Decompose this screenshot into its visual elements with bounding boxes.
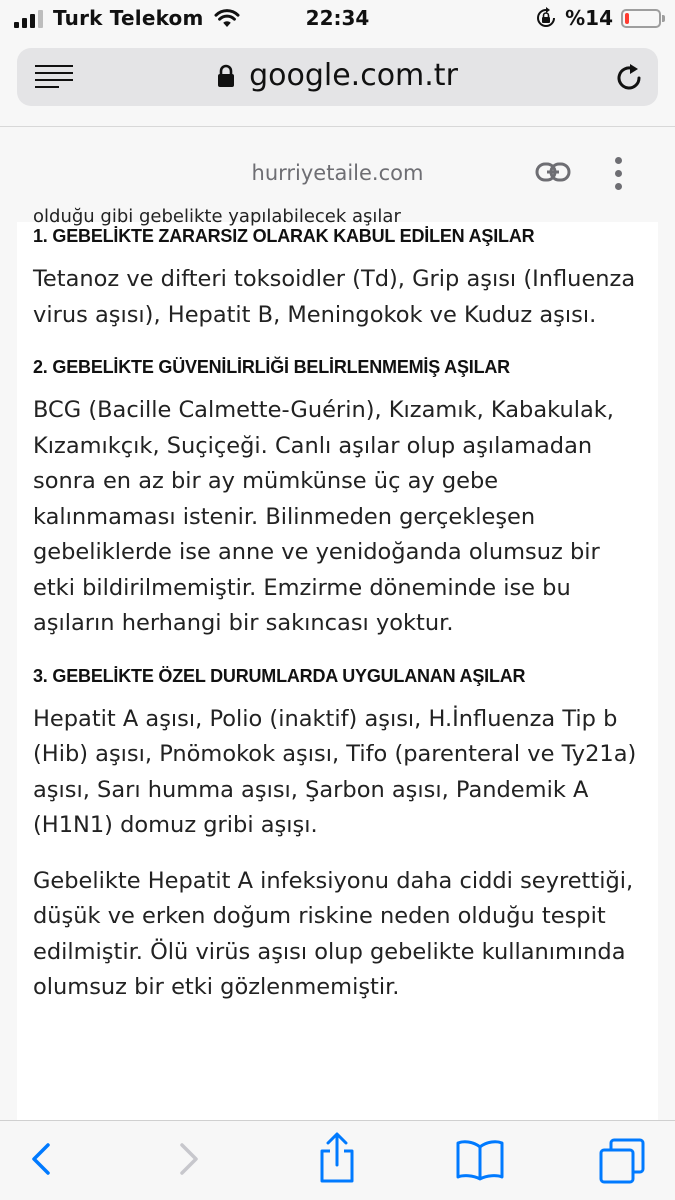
article-content: [17, 206, 658, 1120]
bottom-toolbar: [0, 1120, 675, 1200]
section-paragraph: Gebelikte Hepatit A infeksiyonu daha ciddi seyrettiği, düşük ve erken doğum riskine neden olduğu tespit edilmiştir. Ölü virüs aşısı olup gebelikte kullanımında olumsuz bir etki gözlenmemiştir.: [33, 867, 634, 1000]
bookmarks-book-icon[interactable]: [455, 1139, 505, 1181]
lock-icon: [217, 64, 235, 88]
link-icon[interactable]: [535, 161, 571, 183]
section-heading-3: 3. GEBELİKTE ÖZEL DURUMLARDA UYGULANAN AŞILAR: [33, 665, 526, 686]
carrier-name: Turk Telekom: [53, 6, 204, 30]
orientation-lock-icon: [535, 7, 557, 29]
forward-chevron-icon[interactable]: [176, 1137, 202, 1181]
status-right: [535, 6, 661, 30]
status-time: 22:34: [305, 6, 370, 30]
section-paragraph: BCG (Bacille Calmette-Guérin), Kızamık, Kabakulak, Kızamıkçık, Suçiçeği. Canlı aşılar olup aşılamadan sonra en az bir ay mümkünse üç ay gebe kalınmaması istenir. Bilinmeden gerçekleşen gebeliklerde ise anne ve yenidoğanda olumsuz bir etki bildirilmemiştir. Emzirme döneminde ise bu aşıların herhangi bir sakıncası yoktur.: [33, 397, 614, 636]
section-heading-1: 1. GEBELİKTE ZARARSIZ OLARAK KABUL EDİLEN AŞILAR: [33, 226, 535, 246]
battery-icon: [621, 9, 661, 28]
battery-fill: [625, 13, 629, 24]
address-bar[interactable]: [17, 48, 658, 106]
section-paragraph: Hepatit A aşısı, Polio (inaktif) aşısı, H.İnfluenza Tip b (Hib) aşısı, Pnömokok aşısı, Tifo (parenteral ve Ty21a) aşısı, Sarı humma aşısı, Şarbon aşısı, Pandemik A (H1N1) domuz gribi aşışı.: [33, 705, 637, 838]
section-paragraph: Tetanoz ve difteri toksoidler (Td), Grip aşısı (Influenza virus aşısı), Hepatit B, Meningokok ve Kuduz aşısı.: [33, 266, 636, 328]
tabs-icon[interactable]: [598, 1137, 646, 1185]
url-domain: google.com.tr: [249, 58, 458, 93]
more-vertical-icon[interactable]: [615, 157, 623, 196]
back-chevron-icon[interactable]: [28, 1137, 54, 1181]
status-bar: [0, 0, 675, 40]
battery-percent: %14: [565, 6, 613, 30]
section-heading-2: 2. GEBELİKTE GÜVENİLİRLİĞİ BELİRLENMEMİŞ AŞILAR: [33, 357, 510, 377]
source-domain[interactable]: hurriyetaile.com: [251, 161, 424, 185]
share-icon[interactable]: [316, 1131, 358, 1185]
url-display[interactable]: [17, 58, 658, 96]
article-body: [33, 206, 646, 1006]
reload-icon[interactable]: [614, 62, 644, 92]
clipped-text-line: olduğu gibi gebelikte yapılabilecek aşılar: [33, 206, 401, 227]
